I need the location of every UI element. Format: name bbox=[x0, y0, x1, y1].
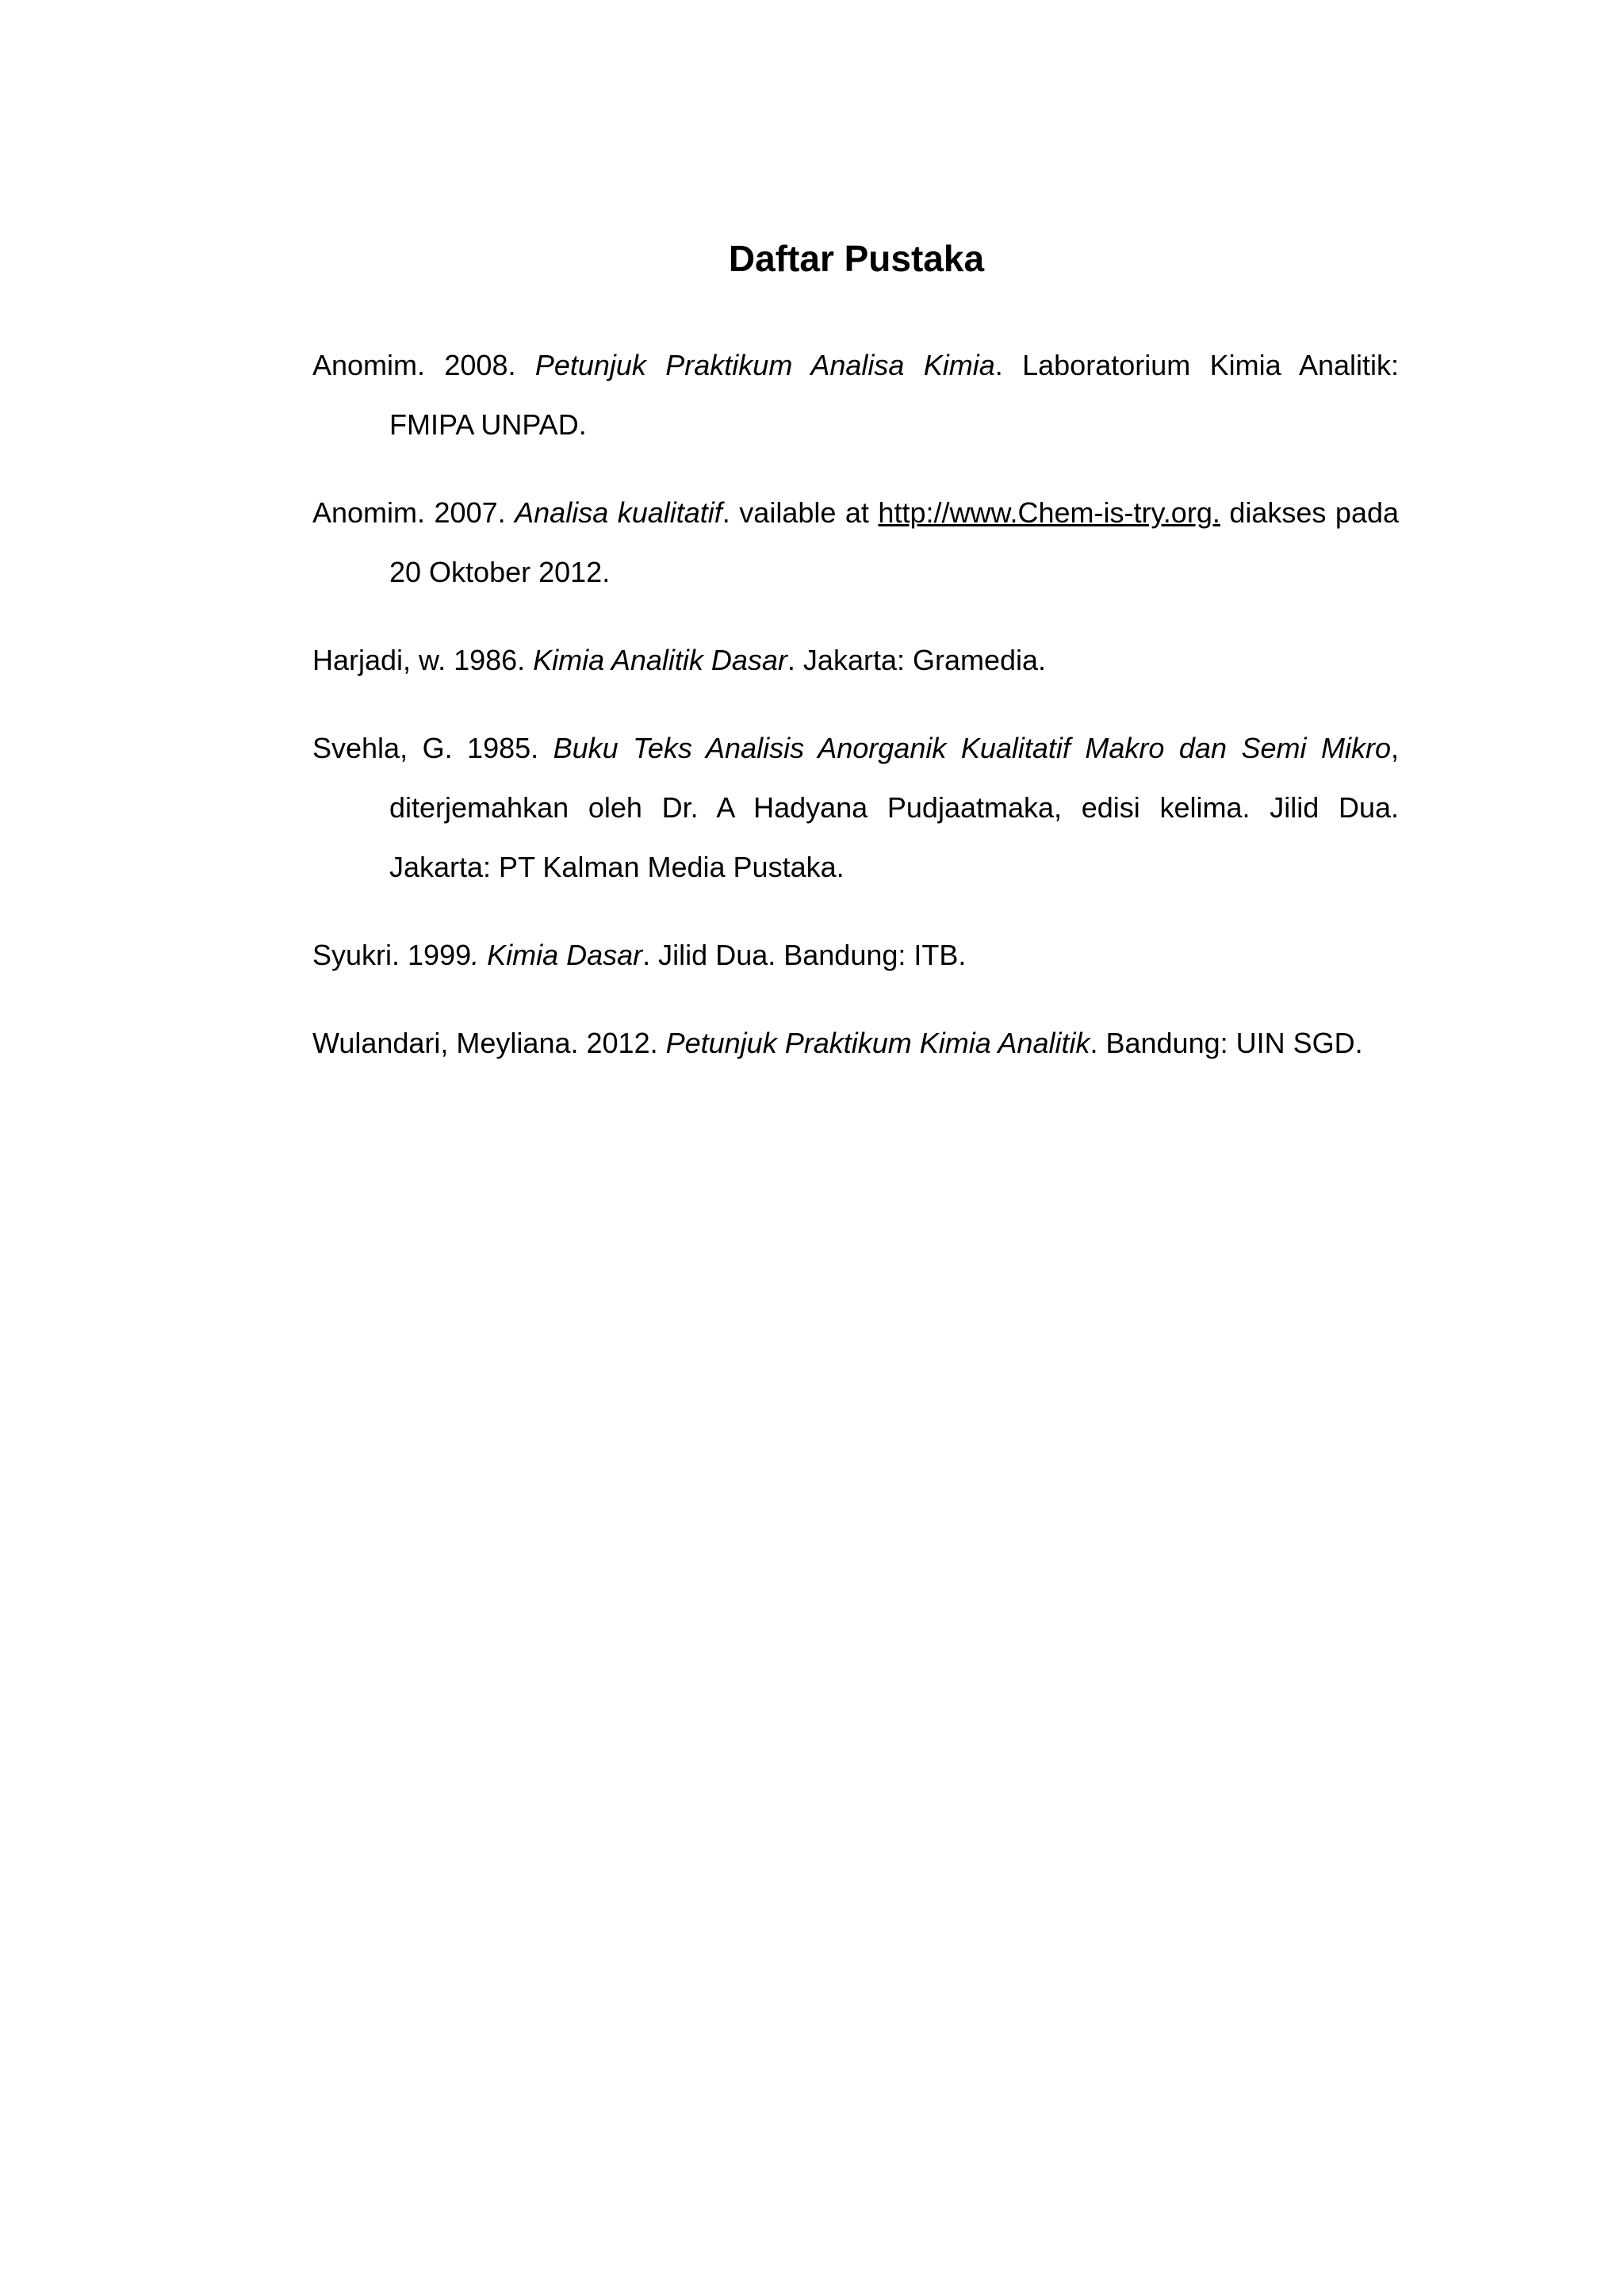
reference-details: , diterjemahkan oleh Dr. A Hadyana Pudjaatmaka, edisi kelima. Jilid Dua. Jakarta: PT Kalman Media Pustaka. bbox=[389, 732, 1399, 883]
reference-title: Petunjuk Praktikum Kimia Analitik bbox=[665, 1027, 1090, 1059]
reference-title: Buku Teks Analisis Anorganik Kualitatif Makro dan Semi Mikro bbox=[553, 732, 1391, 764]
reference-author-year: Anomim. 2008. bbox=[312, 349, 535, 381]
reference-author-year: Anomim. 2007. bbox=[312, 496, 515, 529]
reference-author-year: Harjadi, w. 1986. bbox=[312, 644, 534, 676]
reference-details: . Laboratorium Kimia Analitik: FMIPA UNPAD. bbox=[389, 349, 1400, 441]
reference-item bbox=[312, 925, 1399, 985]
reference-details: diakses pada 20 Oktober 2012. bbox=[389, 496, 1400, 588]
reference-details: . Jakarta: Gramedia. bbox=[787, 644, 1047, 676]
reference-link[interactable]: http://www.Chem-is-try.org. bbox=[878, 496, 1220, 529]
reference-details: . Jilid Dua. Bandung: ITB. bbox=[642, 939, 967, 971]
reference-details: . Bandung: UIN SGD. bbox=[1090, 1027, 1363, 1059]
reference-title: . Kimia Dasar bbox=[471, 939, 643, 971]
reference-author-year: Wulandari, Meyliana. 2012. bbox=[312, 1027, 666, 1059]
reference-author-year: Syukri. 1999 bbox=[312, 939, 472, 971]
reference-item bbox=[312, 1013, 1399, 1073]
reference-item bbox=[312, 335, 1399, 454]
reference-item bbox=[312, 630, 1399, 690]
reference-title: Analisa kualitatif bbox=[515, 496, 722, 529]
reference-list bbox=[312, 335, 1399, 1101]
page-title: Daftar Pustaka bbox=[728, 238, 985, 279]
reference-title: Petunjuk Praktikum Analisa Kimia bbox=[534, 349, 995, 381]
reference-item bbox=[312, 718, 1399, 897]
reference-author-year: Svehla, G. 1985. bbox=[312, 732, 553, 764]
reference-title: Kimia Analitik Dasar bbox=[533, 644, 787, 676]
reference-details: . vailable at bbox=[722, 496, 879, 529]
reference-item bbox=[312, 483, 1399, 602]
